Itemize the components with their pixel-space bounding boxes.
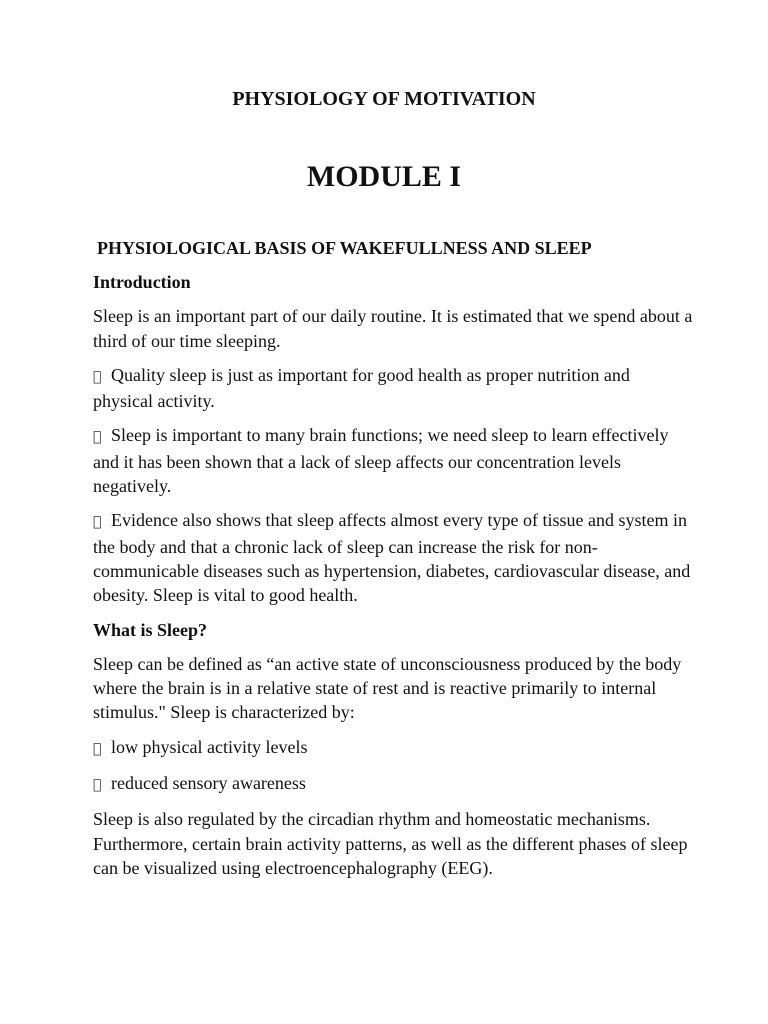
bullet-glyph-icon (93, 425, 111, 449)
what-is-sleep-paragraph: Sleep can be defined as “an active state of unconsciousness produced by the body where the brain is in a relative state of rest and is reactive primarily to internal stimulus." Sleep is characterized by: (93, 647, 682, 717)
intro-bullet-text: Quality sleep is just as important for good health as proper nutrition and physical activity. (93, 364, 630, 410)
intro-paragraph: Sleep is an important part of our daily routine. It is estimated that we spend about a third of our time sleeping. (93, 306, 693, 351)
intro-bullet-item (93, 508, 693, 607)
bullet-glyph-icon (93, 510, 111, 534)
characteristic-bullet-item (93, 730, 693, 761)
closing-paragraph: Sleep is also regulated by the circadian rhythm and homeostatic mechanisms. Furthermore, certain brain activity patterns, as well as the different phases of sleep can be visualized using electroencephalography (EEG). (93, 799, 688, 868)
intro-heading: Introduction (93, 272, 191, 292)
document-body (93, 270, 693, 890)
module-title: MODULE I (306, 160, 462, 193)
intro-bullet-text: Evidence also shows that sleep affects almost every type of tissue and system in the body and that a chronic lack of sleep can increase the risk for non-communicable diseases such as hypertension, diabetes, cardiovascular disease, and obesity. Sleep is vital to good health. (93, 506, 691, 600)
bullet-glyph-icon (93, 737, 111, 761)
bullet-glyph-icon (93, 773, 111, 797)
intro-bullet-text: Sleep is important to many brain functions; we need sleep to learn effectively and it has been shown that a lack of sleep affects our concentration levels negatively. (93, 423, 669, 493)
characteristic-bullet-text: reduced sensory awareness (111, 765, 306, 786)
what-is-sleep-heading: What is Sleep? (93, 613, 208, 634)
intro-bullet-item (93, 363, 693, 414)
document-title: PHYSIOLOGY OF MOTIVATION (232, 88, 536, 110)
characteristic-bullet-item (93, 765, 693, 797)
characteristic-bullet-text: low physical activity levels (111, 730, 308, 751)
bullet-glyph-icon (93, 365, 111, 389)
section-title: PHYSIOLOGICAL BASIS OF WAKEFULLNESS AND SLEEP (97, 238, 592, 258)
intro-bullet-item (93, 423, 693, 498)
